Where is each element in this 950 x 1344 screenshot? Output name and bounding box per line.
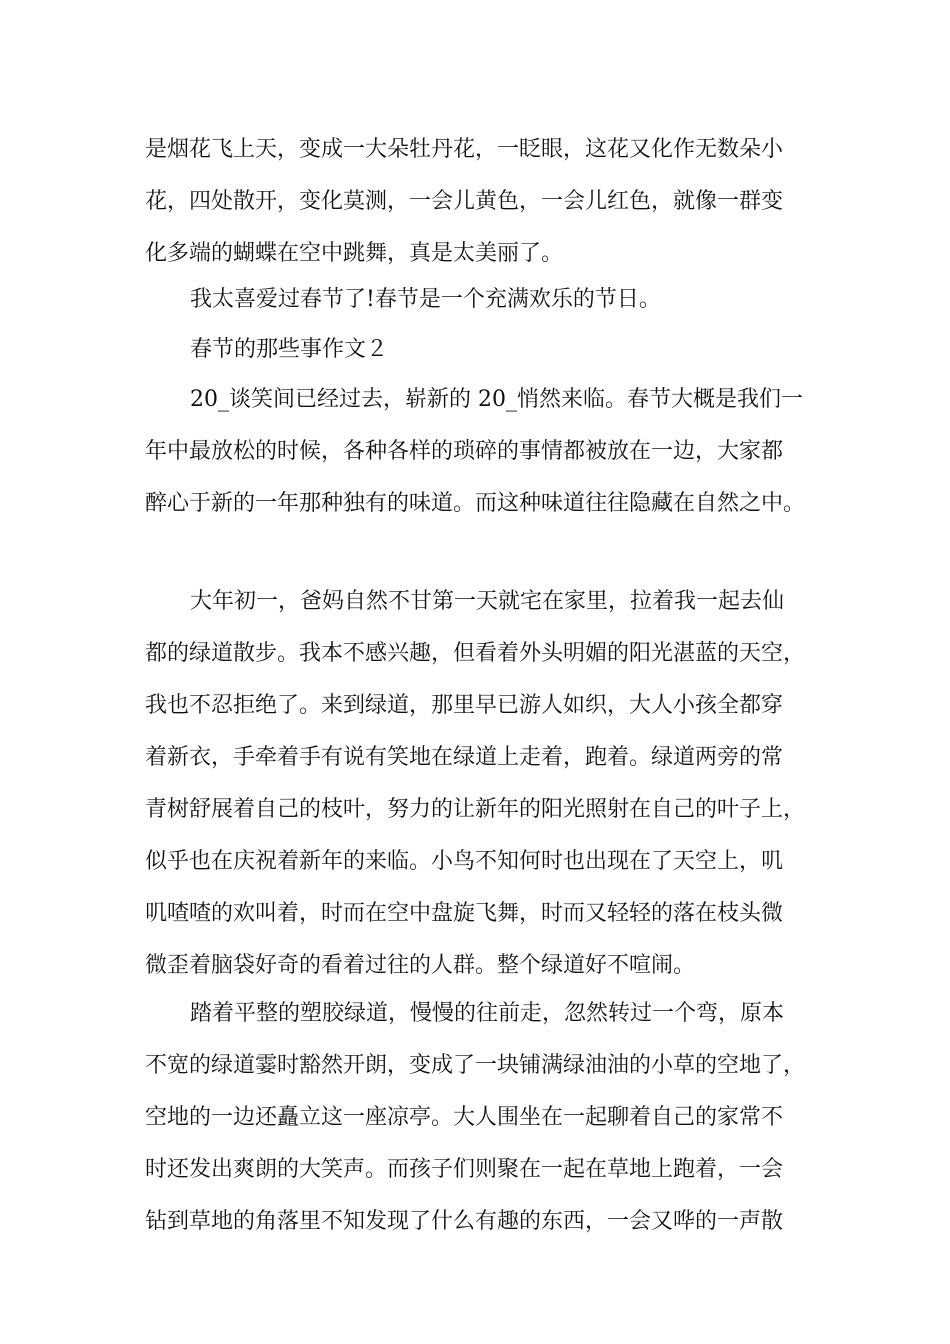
text-line: 都的绿道散步。我本不感兴趣，但看着外头明媚的阳光湛蓝的天空， [145, 641, 806, 666]
text-line: 时还发出爽朗的大笑声。而孩子们则聚在一起在草地上跑着，一会 [145, 1157, 784, 1182]
text-line: 我太喜爱过春节了!春节是一个充满欢乐的节日。 [190, 287, 661, 312]
text-line: 我也不忍拒绝了。来到绿道，那里早已游人如织，大人小孩全都穿 [145, 693, 784, 718]
text-line: 叽喳喳的欢叫着，时而在空中盘旋飞舞，时而又轻轻的落在枝头微 [145, 901, 784, 926]
text-line: 化多端的蝴蝶在空中跳舞，真是太美丽了。 [145, 241, 564, 266]
text-line: 踏着平整的塑胶绿道，慢慢的往前走，忽然转过一个弯，原本 [190, 1001, 785, 1026]
paragraph-fireworks [145, 124, 825, 280]
text-line: 花，四处散开，变化莫测，一会儿黄色，一会儿红色，就像一群变 [145, 189, 784, 214]
text-line: 着新衣，手牵着手有说有笑地在绿道上走着，跑着。绿道两旁的常 [145, 745, 784, 770]
text-line: 醉心于新的一年那种独有的味道。而这种味道往往隐藏在自然之中。 [145, 491, 806, 516]
paragraph-greenway-walk [145, 576, 825, 992]
paragraph-new-year-intro [145, 374, 825, 530]
text-line: 钻到草地的角落里不知发现了什么有趣的东西，一会又哗的一声散 [145, 1209, 784, 1234]
text-line: 不宽的绿道霎时豁然开朗，变成了一块铺满绿油油的小草的空地了， [145, 1053, 806, 1078]
paragraph-open-field [145, 988, 825, 1248]
text-line: 20_谈笑间已经过去，崭新的 20_悄然来临。春节大概是我们一 [190, 387, 803, 412]
text-line: 大年初一，爸妈自然不甘第一天就宅在家里，拉着我一起去仙 [190, 589, 785, 614]
essay-title [145, 324, 825, 376]
text-line: 年中最放松的时候，各种各样的琐碎的事情都被放在一边，大家都 [145, 439, 784, 464]
text-line: 似乎也在庆祝着新年的来临。小鸟不知何时也出现在了天空上，叽 [145, 849, 784, 874]
paragraph-love-spring-festival [145, 274, 825, 326]
title-line: 春节的那些事作文２ [190, 337, 389, 362]
text-line: 微歪着脑袋好奇的看着过往的人群。整个绿道好不喧闹。 [145, 953, 696, 978]
text-line: 空地的一边还矗立这一座凉亭。大人围坐在一起聊着自己的家常不 [145, 1105, 784, 1130]
text-line: 青树舒展着自己的枝叶，努力的让新年的阳光照射在自己的叶子上， [145, 797, 806, 822]
text-line: 是烟花飞上天，变成一大朵牡丹花，一眨眼，这花又化作无数朵小 [145, 137, 784, 162]
